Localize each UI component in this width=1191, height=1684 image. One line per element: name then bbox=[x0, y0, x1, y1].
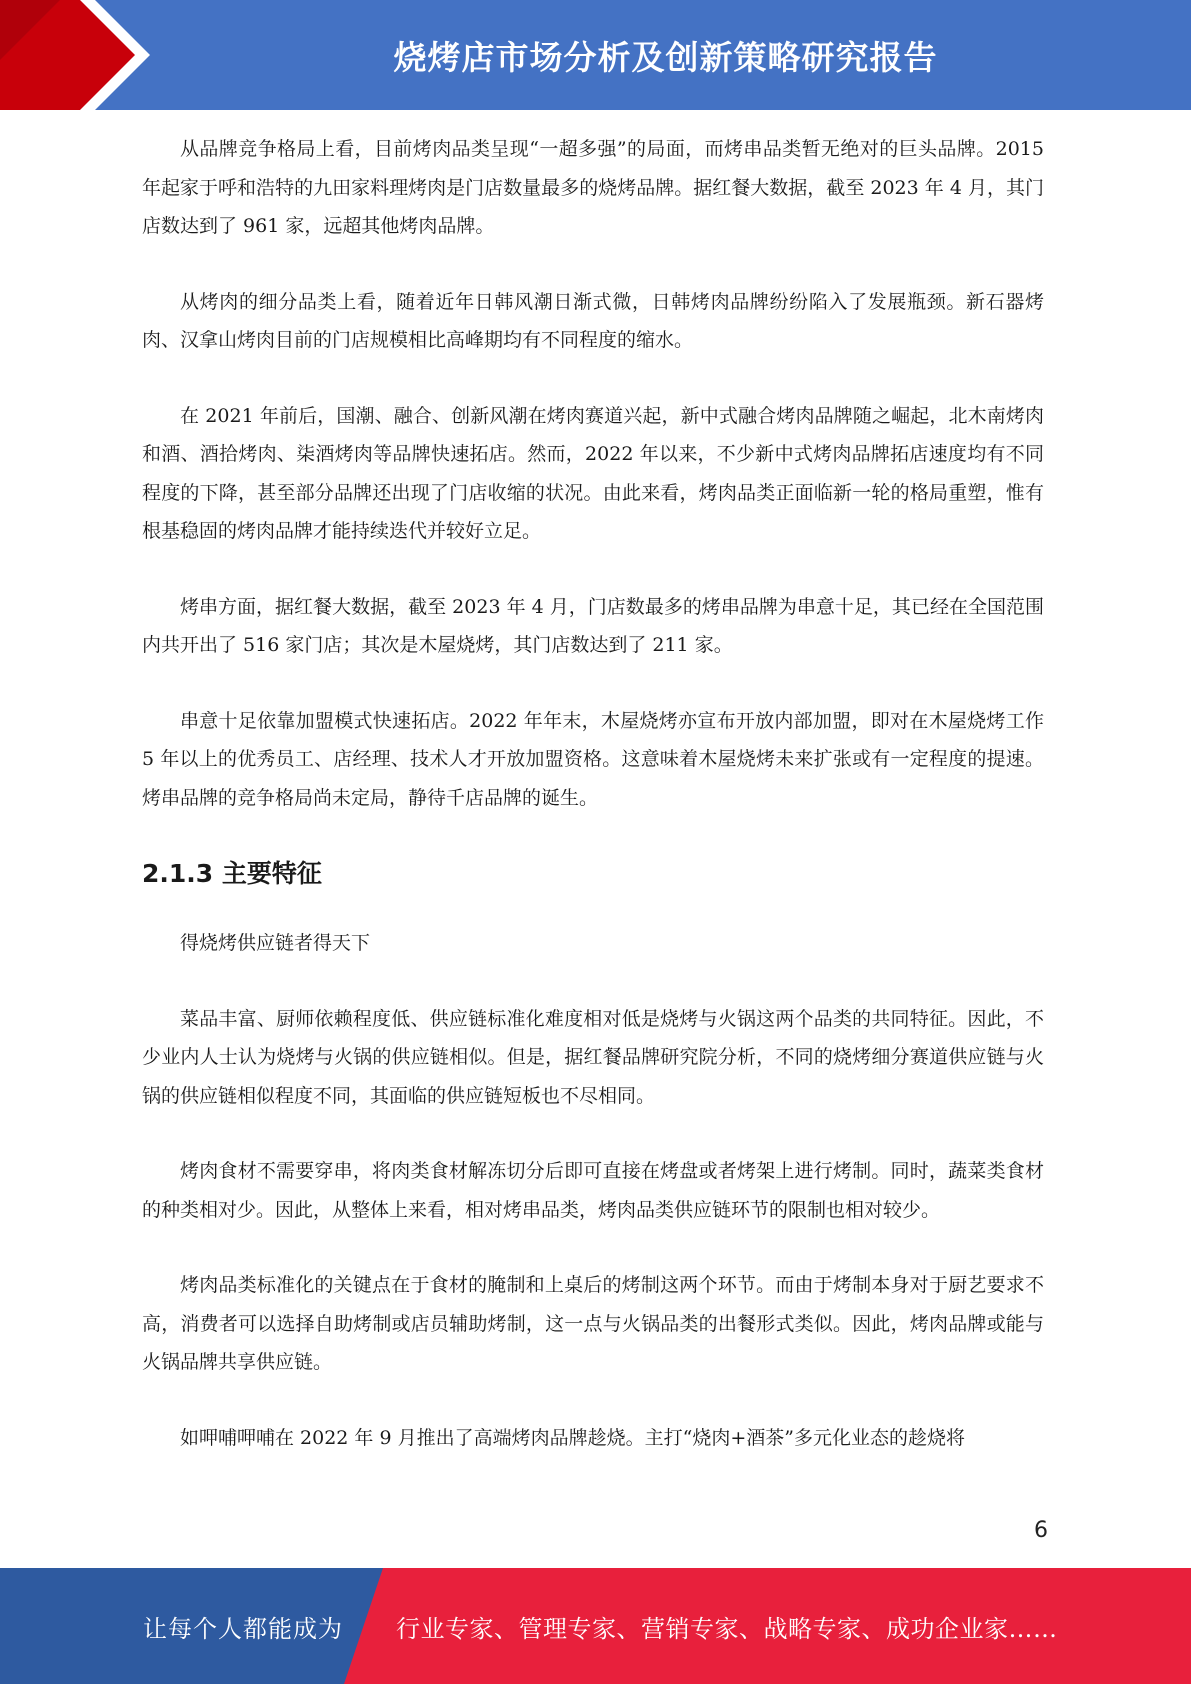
report-title: 烧烤店市场分析及创新策略研究报告 bbox=[393, 37, 938, 77]
footer-slogan-left: 让每个人都能成为 bbox=[143, 1614, 343, 1643]
section-heading: 2.1.3 主要特征 bbox=[142, 859, 322, 888]
page-footer bbox=[0, 1568, 1191, 1684]
body-paragraph: 从品牌竞争格局上看，目前烤肉品类呈现“一超多强”的局面，而烤串品类暂无绝对的巨头品牌。2015 年起家于呼和浩特的九田家料理烤肉是门店数量最多的烧烤品牌。据红餐大数据，截至 2023 年 4 月，其门店数达到了 961 家，远超其他烤肉品牌。 bbox=[142, 138, 1044, 237]
header-red-chevron-decoration bbox=[0, 0, 150, 110]
footer-slogan-right: 行业专家、管理专家、营销专家、战略专家、成功企业家…… bbox=[396, 1614, 1058, 1643]
body-paragraph: 得烧烤供应链者得天下 bbox=[180, 932, 371, 954]
body-paragraph: 烤串方面，据红餐大数据，截至 2023 年 4 月，门店数最多的烤串品牌为串意十足，其已经在全国范围内共开出了 516 家门店；其次是木屋烧烤，其门店数达到了 211 家。 bbox=[142, 595, 1044, 656]
page-number: 6 bbox=[1034, 1518, 1048, 1543]
body-paragraph: 烤肉食材不需要穿串，将肉类食材解冻切分后即可直接在烤盘或者烤架上进行烤制。同时，蔬菜类食材的种类相对少。因此，从整体上来看，相对烤串品类，烤肉品类供应链环节的限制也相对较少。 bbox=[142, 1160, 1044, 1221]
page-body bbox=[142, 130, 1044, 1494]
body-paragraph: 在 2021 年前后，国潮、融合、创新风潮在烤肉赛道兴起，新中式融合烤肉品牌随之崛起，北木南烤肉和酒、酒拾烤肉、柒酒烤肉等品牌快速拓店。然而，2022 年以来，不少新中式烤肉品牌拓店速度均有不同程度的下降，甚至部分品牌还出现了门店收缩的状况。由此来看，烤肉品类正面临新一轮的格局重塑，惟有根基稳固的烤肉品牌才能持续迭代并较好立足。 bbox=[142, 404, 1044, 542]
body-paragraph: 烤肉品类标准化的关键点在于食材的腌制和上桌后的烤制这两个环节。而由于烤制本身对于厨艺要求不高，消费者可以选择自助烤制或店员辅助烤制，这一点与火锅品类的出餐形式类似。因此，烤肉品牌或能与火锅品牌共享供应链。 bbox=[142, 1274, 1044, 1373]
body-paragraph: 串意十足依靠加盟模式快速拓店。2022 年年末，木屋烧烤亦宣布开放内部加盟，即对在木屋烧烤工作 5 年以上的优秀员工、店经理、技术人才开放加盟资格。这意味着木屋烧烤未来扩张或有一定程度的提速。烤串品牌的竞争格局尚未定局，静待千店品牌的诞生。 bbox=[142, 709, 1044, 809]
page-header bbox=[0, 0, 1191, 110]
body-paragraph: 从烤肉的细分品类上看，随着近年日韩风潮日渐式微，日韩烤肉品牌纷纷陷入了发展瓶颈。新石器烤肉、汉拿山烤肉目前的门店规模相比高峰期均有不同程度的缩水。 bbox=[142, 290, 1044, 351]
body-paragraph: 菜品丰富、厨师依赖程度低、供应链标准化难度相对低是烧烤与火锅这两个品类的共同特征。因此，不少业内人士认为烧烤与火锅的供应链相似。但是，据红餐品牌研究院分析，不同的烧烤细分赛道供应链与火锅的供应链相似程度不同，其面临的供应链短板也不尽相同。 bbox=[142, 1007, 1044, 1107]
body-paragraph: 如呷哺呷哺在 2022 年 9 月推出了高端烤肉品牌趁烧。主打“烧肉+酒茶”多元化业态的趁烧将 bbox=[180, 1426, 965, 1449]
